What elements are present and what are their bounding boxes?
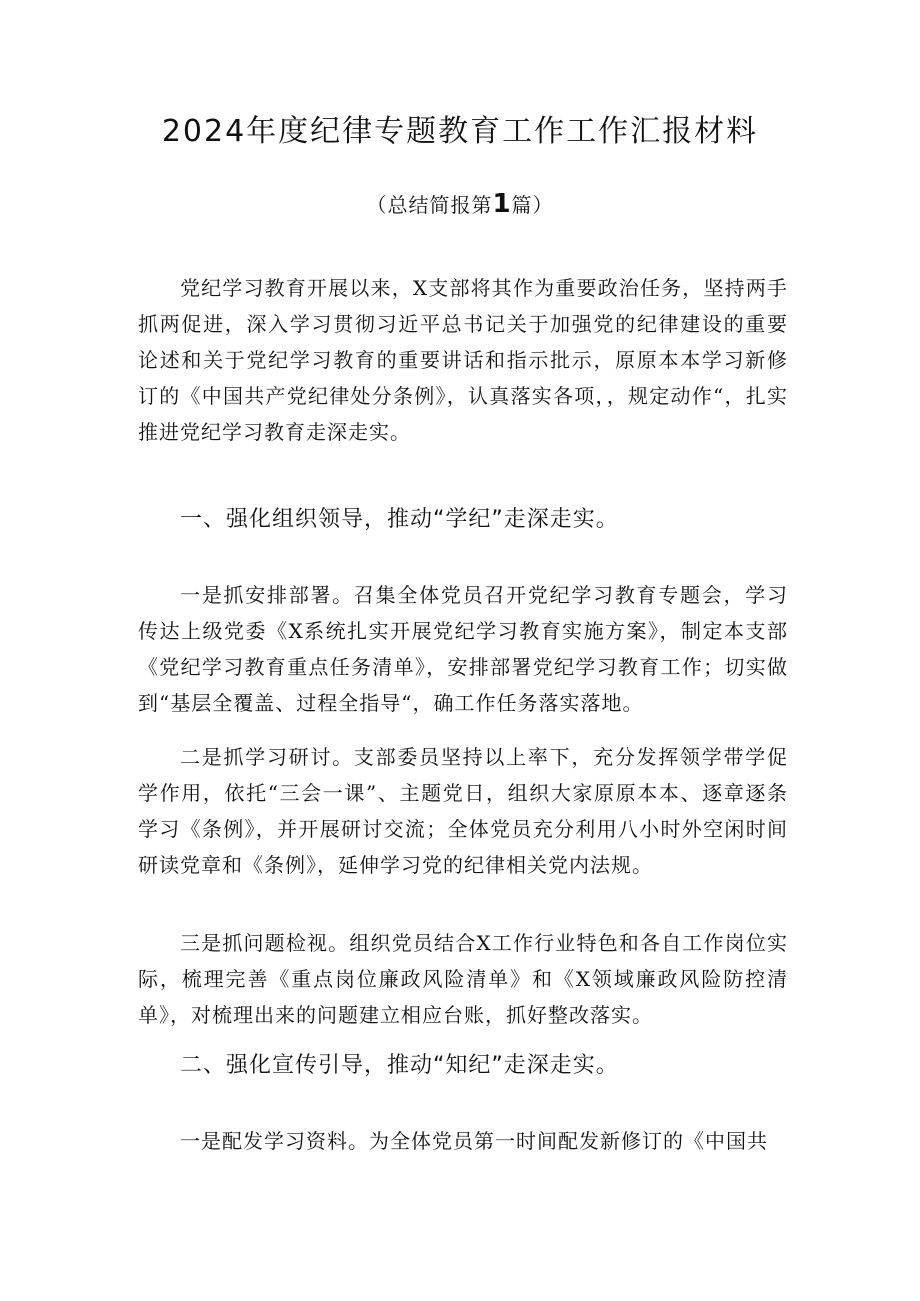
section-2-heading: 二、强化宣传引导，推动“知纪”走深走实。 xyxy=(180,1053,619,1078)
document-title: 2024年度纪律专题教育工作工作汇报材料 xyxy=(161,114,759,149)
document-subtitle xyxy=(0,188,920,221)
intro-paragraph: 党纪学习教育开展以来，X支部将其作为重要政治任务，坚持两手抓两促进，深入学习贯彻习近平总书记关于加强党的纪律建设的重要论述和关于党纪学习教育的重要讲话和指示批示，原原本本学习新修订的《中国共产党纪律处分条例》，认真落实各项，，规定动作“，扎实推进党纪学习教育走深走实。 xyxy=(138,276,788,444)
subtitle-prefix: （总结简报第 xyxy=(366,193,493,217)
subtitle-number: 1 xyxy=(492,189,512,219)
subtitle-suffix: 篇） xyxy=(511,193,554,217)
section-1-paragraph-2: 二是抓学习研讨。支部委员坚持以上率下，充分发挥领学带学促学作用，依托“三会一课”、主题党日，组织大家原原本本、逐章逐条学习《条例》，并开展研讨交流；全体党员充分利用八小时外空闲时间研读党章和《条例》，延伸学习党的纪律相关党内法规。 xyxy=(138,745,788,877)
section-1-paragraph-1: 一是抓安排部署。召集全体党员召开党纪学习教育专题会，学习传达上级党委《X系统扎实开展党纪学习教育实施方案》，制定本支部《党纪学习教育重点任务清单》，安排部署党纪学习教育工作；切实做到“基层全覆盖、过程全指导“，确工作任务落实落地。 xyxy=(138,583,788,715)
section-1-heading: 一、强化组织领导，推动“学纪”走深走实。 xyxy=(180,507,619,532)
section-1-paragraph-3: 三是抓问题检视。组织党员结合X工作行业特色和各自工作岗位实际，梳理完善《重点岗位廉政风险清单》和《X领域廉政风险防控清单》，对梳理出来的问题建立相应台账，抓好整改落实。 xyxy=(138,931,788,1027)
section-2-paragraph-1: 一是配发学习资料。为全体党员第一时间配发新修订的《中国共 xyxy=(180,1129,768,1153)
